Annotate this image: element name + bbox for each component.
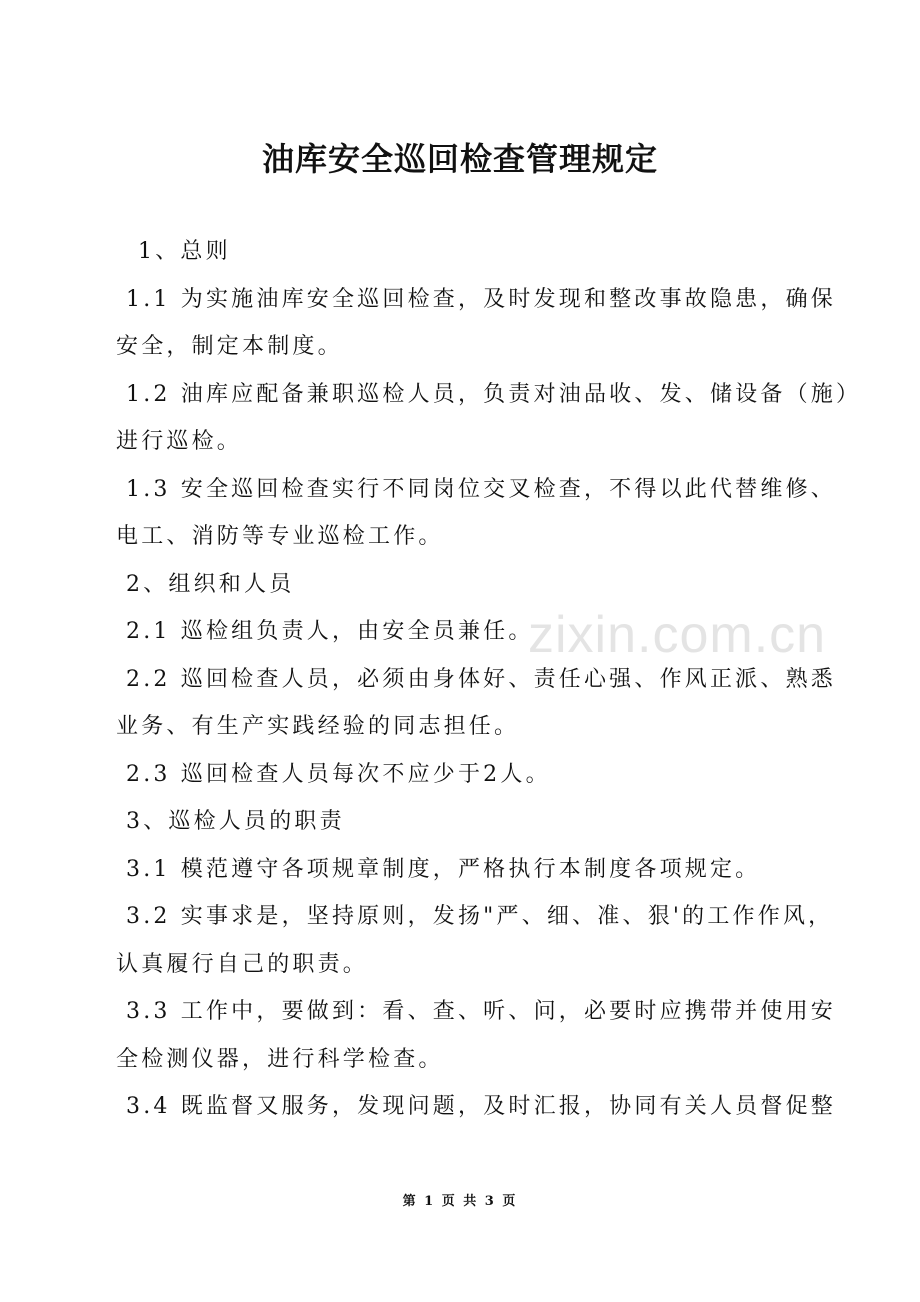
paragraph-line: 安全，制定本制度。	[116, 334, 343, 359]
page-footer: 第 1 页 共 3 页	[402, 1194, 518, 1209]
paragraph-line: 2.1 巡检组负责人，由安全员兼任。	[126, 619, 534, 644]
paragraph-line: 1.3 安全巡回检查实行不同岗位交叉检查，不得以此代替维修、	[126, 476, 836, 502]
watermark-text: zixin.com.cn	[528, 606, 827, 664]
section-heading: 2、组织和人员	[126, 571, 295, 597]
section-heading: 3、巡检人员的职责	[126, 809, 345, 834]
document-body	[116, 236, 862, 1139]
paragraph-line: 2.3 巡回检查人员每次不应少于2人。	[126, 761, 551, 787]
paragraph-line: 1.2 油库应配备兼职巡检人员，负责对油品收、发、储设备（施）	[126, 381, 862, 407]
paragraph-line: 电工、消防等专业巡检工作。	[116, 524, 444, 549]
paragraph-line: 全检测仪器，进行科学检查。	[116, 1046, 444, 1072]
document-title: 油库安全巡回检查管理规定	[261, 140, 658, 178]
paragraph-line: 3.3 工作中，要做到：看、查、听、问，必要时应携带并使用安	[126, 999, 836, 1024]
paragraph-line: 3.2 实事求是，坚持原则，发扬"严、细、准、狠'的工作作风，	[126, 904, 834, 929]
section-heading: 1、总则	[138, 239, 231, 264]
paragraph-line: 进行巡检。	[116, 429, 243, 454]
paragraph-line: 3.1 模范遵守各项规章制度，严格执行本制度各项规定。	[126, 856, 761, 882]
paragraph-line: 3.4 既监督又服务，发现问题，及时汇报，协同有关人员督促整	[126, 1094, 836, 1119]
paragraph-line: 1.1 为实施油库安全巡回检查，及时发现和整改事故隐患，确保	[126, 286, 836, 312]
paragraph-line: 2.2 巡回检查人员，必须由身体好、责任心强、作风正派、熟悉	[126, 666, 836, 692]
paragraph-line: 业务、有生产实践经验的同志担任。	[116, 714, 520, 739]
paragraph-line: 认真履行自己的职责。	[116, 951, 369, 977]
